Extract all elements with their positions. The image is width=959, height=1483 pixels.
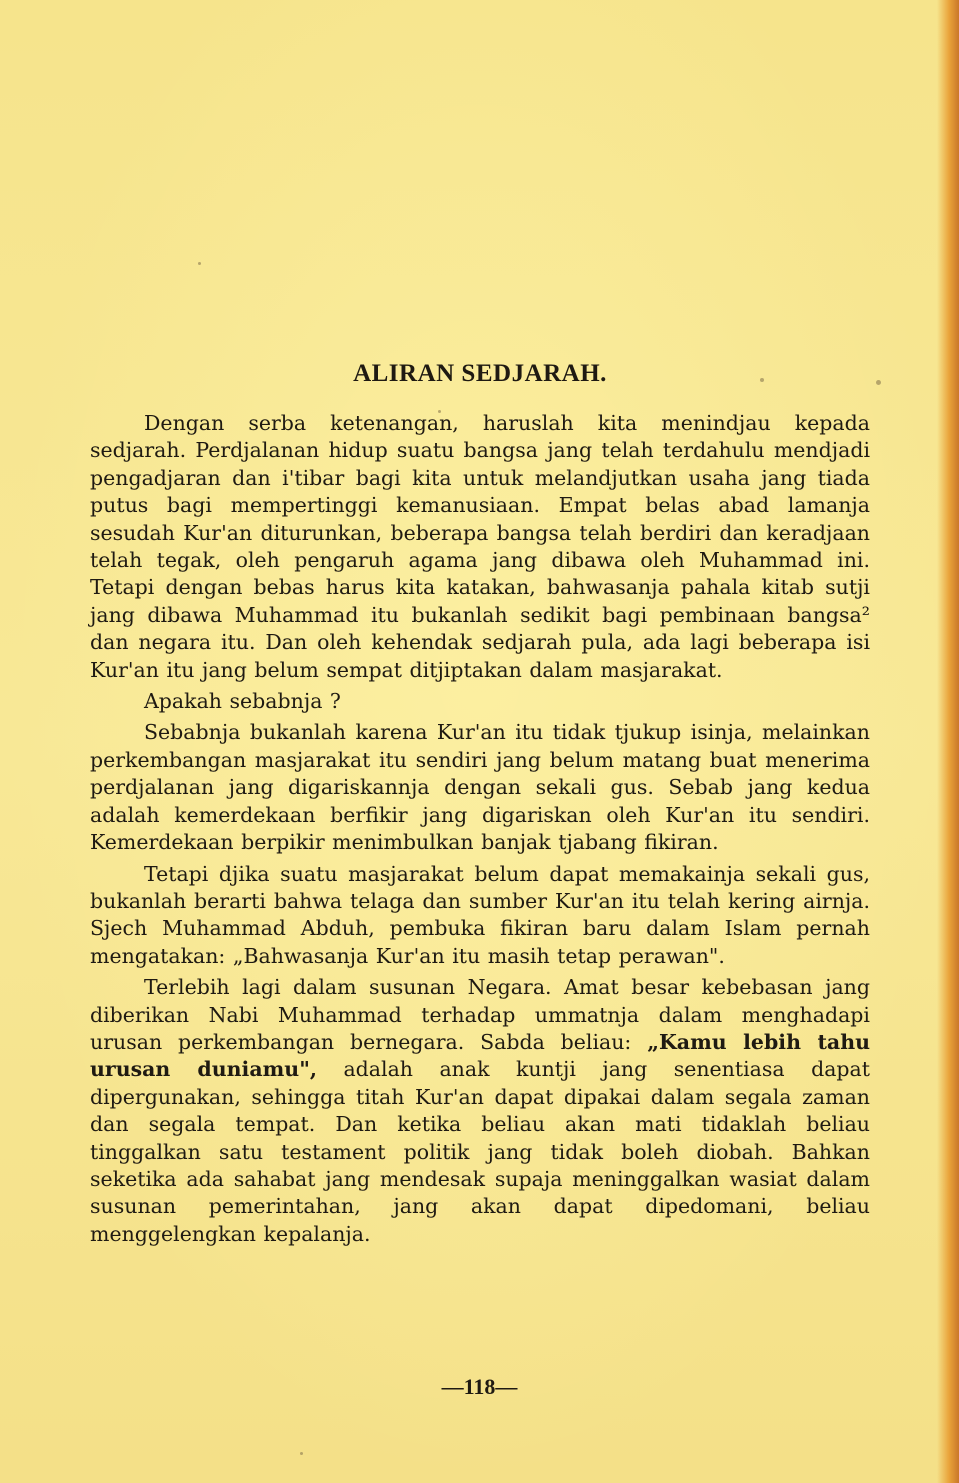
body-paragraph-last <box>90 974 870 1248</box>
body-paragraph: Dengan serba ketenangan, haruslah kita menindjau kepada sedjarah. Perdjalanan hidup suatu bangsa jang telah terdahulu mendjadi pengadjaran dan i'tibar bagi kita untuk melandjutkan usaha jang tiada putus bagi mempertinggi kemanusiaan. Empat belas abad lamanja sesudah Kur'an diturunkan, beberapa bangsa telah berdiri dan keradjaan telah tegak, oleh pengaruh agama jang dibawa oleh Muhammad ini. Tetapi dengan bebas harus kita katakan, bahwasanja pahala kitab sutji jang dibawa Muhammad itu bukanlah sedikit bagi pembinaan bangsa² dan negara itu. Dan oleh kehendak sedjarah pula, ada lagi beberapa isi Kur'an itu jang belum sempat ditjiptakan dalam masjarakat. <box>90 411 870 682</box>
paragraph-text: adalah anak kuntji jang senentiasa dapat dipergunakan, sehingga titah Kur'an dapat dipakai dalam segala zaman dan segala tempat. Dan ketika beliau akan mati tidaklah beliau tinggalkan satu testament politik jang tidak boleh diobah. Bahkan seketika ada sahabat jang mendesak supaja meninggalkan wasiat dalam susunan pemerintahan, jang akan dapat dipedomani, beliau menggelengkan kepalanja. <box>90 1057 870 1246</box>
page-edge-shading <box>937 0 959 1483</box>
chapter-title: ALIRAN SEDJARAH. <box>353 360 607 387</box>
bold-quote: „Kamu lebih tahu urusan duniamu", <box>90 1029 871 1082</box>
body-paragraph: Tetapi djika suatu masjarakat belum dapat memakainja sekali gus, bukanlah berarti bahwa telaga dan sumber Kur'an itu telah kering airnja. Sjech Muhammad Abduh, pembuka fikiran baru dalam Islam pernah mengatakan: „Bahwasanja Kur'an itu masih tetap perawan". <box>90 861 870 968</box>
document-page <box>90 360 870 1248</box>
body-paragraph: Sebabnja bukanlah karena Kur'an itu tidak tjukup isinja, melainkan perkembangan masjarakat itu sendiri jang belum matang buat menerima perdjalanan jang digariskannja dengan sekali gus. Sebab jang kedua adalah kemerdekaan berfikir jang digariskan oleh Kur'an itu sendiri. Kemerdekaan berpikir menimbulkan banjak tjabang fikiran. <box>90 720 870 855</box>
paper-speck <box>876 380 881 385</box>
body-paragraph: Apakah sebabnja ? <box>144 689 341 714</box>
page-number: —118— <box>441 1374 518 1399</box>
paragraph-text: Terlebih lagi dalam susunan Negara. Amat besar kebebasan jang diberikan Nabi Muhammad terhadap ummatnja dalam menghadapi urusan perkembangan bernegara. Sabda beliau: <box>90 975 870 1054</box>
paper-speck <box>300 1452 303 1455</box>
paper-speck <box>198 262 201 265</box>
